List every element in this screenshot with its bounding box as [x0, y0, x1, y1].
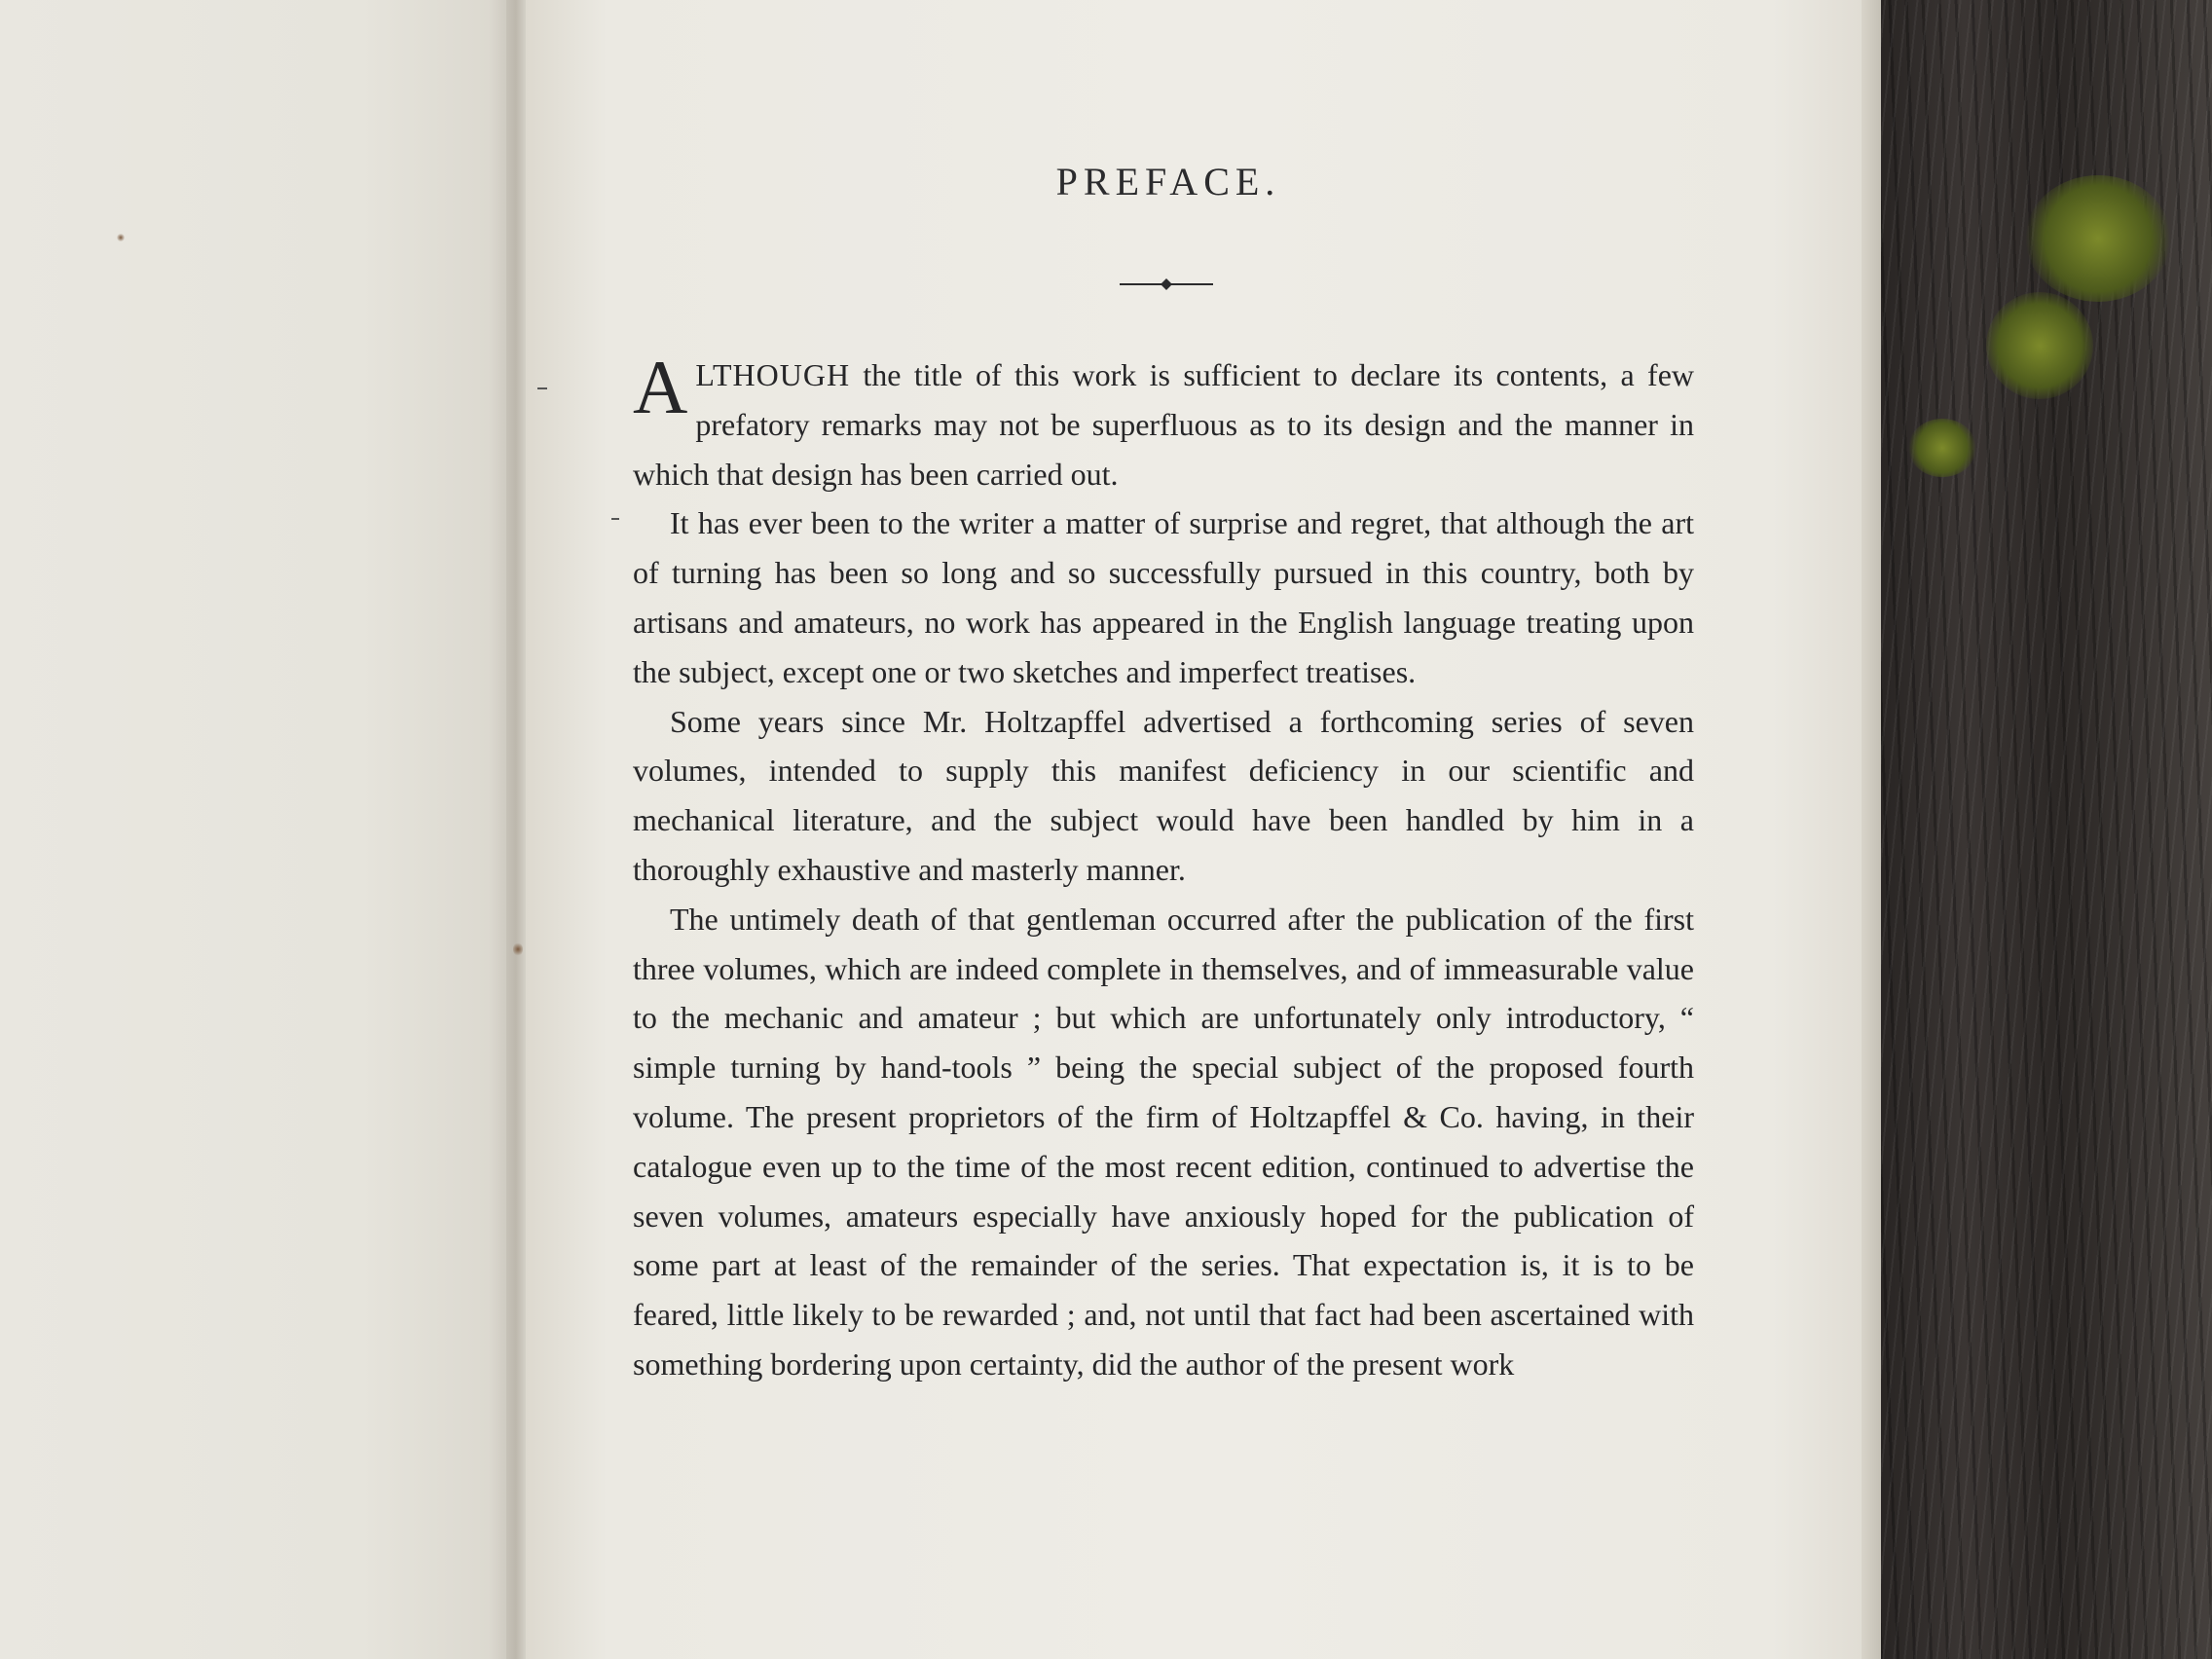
moss-patch — [2025, 175, 2171, 302]
paragraph-text: the title of this work is sufficient to declare its contents, a few prefatory remarks may not be superfluous as to its design and the manner in which that design has been carried out. — [633, 357, 1694, 492]
preface-text — [633, 345, 1694, 1389]
left-page — [0, 0, 514, 1659]
page-title: PREFACE. — [1055, 160, 1281, 203]
foxing-spot — [117, 234, 125, 241]
book-gutter — [506, 0, 528, 1659]
paragraph-1 — [633, 345, 1694, 498]
page-edge — [1862, 0, 1881, 1659]
paragraph-2: It has ever been to the writer a matter of surprise and regret, that although the art of turning has been so long and so successfully pursued in this country, both by artisans and amateurs, no work has appeared in the English language treating upon the subject, except one or two sketches and imperfect treatises. — [633, 505, 1694, 689]
foxing-spot — [513, 942, 523, 956]
lead-in-caps: LTHOUGH — [695, 357, 851, 392]
margin-mark — [537, 387, 547, 389]
paragraph-3: Some years since Mr. Holtzapffel advertised a forthcoming series of seven volumes, intended to supply this manifest deficiency in our scientific and mechanical literature, and the subject would have been handled by him in a thoroughly exhaustive and masterly manner. — [633, 703, 1694, 887]
moss-patch — [1908, 419, 1976, 477]
divider-ornament-icon — [1118, 275, 1215, 294]
paragraph-4: The untimely death of that gentleman occurred after the publication of the first three volumes, which are indeed complete in themselves, and of immeasurable value to the mechanic and amateur ; but which are unfortunately only introductory, “ simple turning by hand-tools ” being the special subject of the proposed fourth volume. The present proprietors of the firm of Holtzapffel & Co. having, in their catalogue even up to the time of the most recent edition, continued to advertise the seven volumes, amateurs especially have anxiously hoped for the publication of some part at least of the remainder of the series. That expectation is, it is to be feared, little likely to be rewarded ; and, not until that fact had been ascertained with something bordering upon certainty, did the author of the present work — [633, 901, 1694, 1382]
margin-mark — [611, 518, 619, 520]
drop-cap: A — [633, 345, 688, 429]
moss-patch — [1986, 292, 2093, 399]
